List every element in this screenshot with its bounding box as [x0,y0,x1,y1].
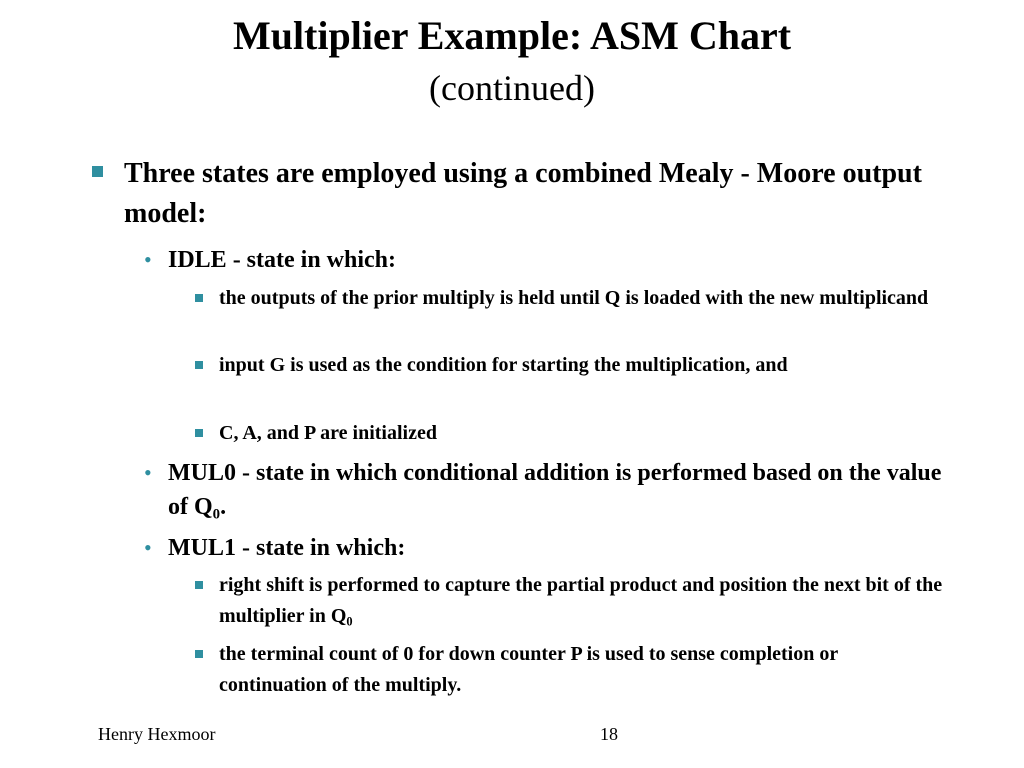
bullet-mul1-terminal-count [219,639,949,701]
square-bullet-icon [195,650,203,658]
subscript: 0 [212,506,221,523]
bullet-idle-input-g [219,350,949,381]
square-bullet-icon [195,361,203,369]
bullet-three-states [124,154,924,234]
bullet-text: the terminal count of 0 for down counter P is used to sense completion or continuation of the multiply. [219,643,838,696]
square-bullet-icon [92,166,103,177]
bullet-text: MUL0 - state in which conditional addition is performed based on the value of Q [168,460,942,520]
square-bullet-icon [195,294,203,302]
square-bullet-icon [195,429,203,437]
bullet-text: the outputs of the prior multiply is held until Q is loaded with the new multiplicand [219,287,929,309]
bullet-mul0 [144,456,948,524]
bullet-idle-outputs [219,283,949,314]
dot-bullet-icon: • [144,460,152,485]
bullet-tail: . [220,494,227,520]
dot-bullet-icon: • [144,535,152,560]
bullet-idle [144,243,948,277]
dot-bullet-icon: • [144,247,152,272]
footer-author: Henry Hexmoor [98,724,216,744]
bullet-text: Three states are employed using a combined Mealy - Moore output model: [124,158,922,229]
slide-title: Multiplier Example: ASM Chart [232,13,792,58]
slide-subtitle: (continued) [429,68,595,108]
bullet-text: IDLE - state in which: [168,247,397,273]
subscript: 0 [346,614,353,629]
page-number: 18 [600,724,618,744]
bullet-text: right shift is performed to capture the partial product and position the next bit of the multiplier in Q [219,574,943,627]
bullet-text: C, A, and P are initialized [219,422,437,444]
bullet-idle-initialized [219,418,949,449]
bullet-mul1 [144,531,948,565]
bullet-text: input G is used as the condition for starting the multiplication, and [219,354,788,376]
bullet-text: MUL1 - state in which: [168,535,406,561]
square-bullet-icon [195,581,203,589]
bullet-mul1-shift [219,570,949,632]
